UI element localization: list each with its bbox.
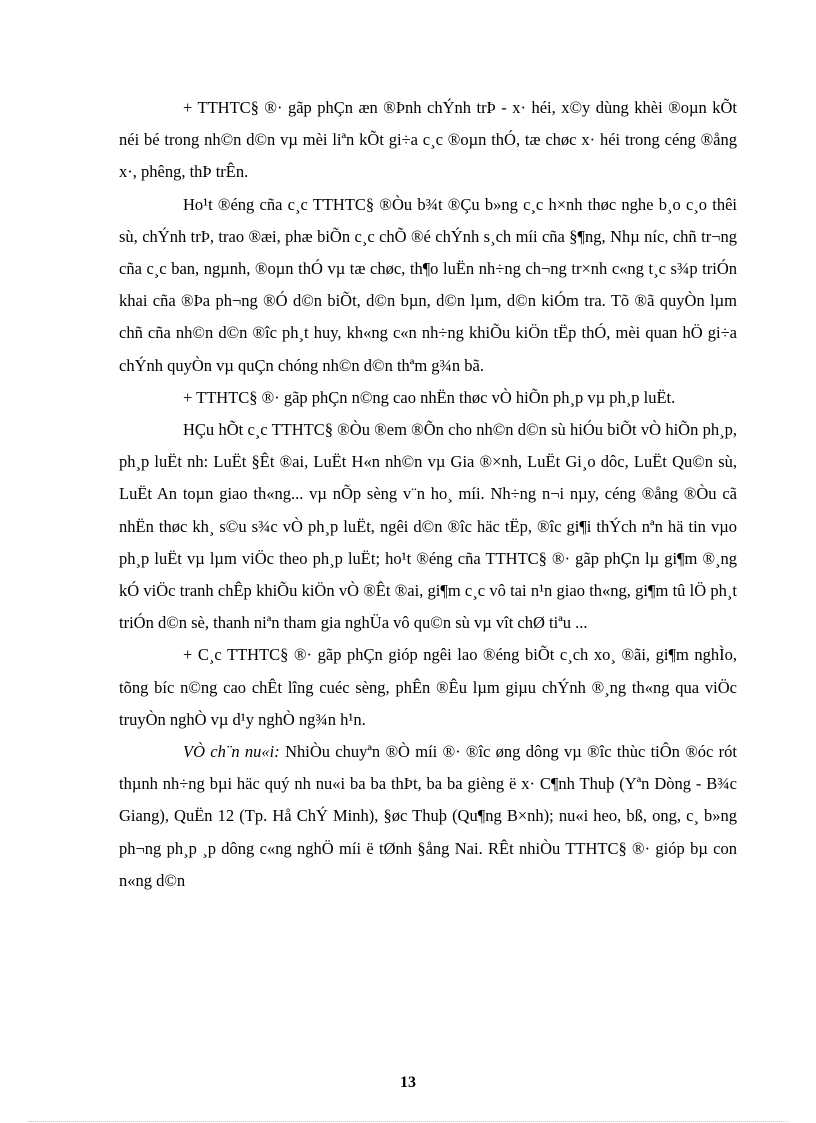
- paragraph-law-understanding: [119, 414, 737, 639]
- paragraph-text: + TTHTC§ ®· gãp phÇn n©ng cao nhËn thøc vÒ hiÕn ph¸p vµ ph¸p luËt.: [183, 387, 676, 407]
- page-number: 13: [400, 1074, 416, 1091]
- paragraph-activities: [119, 189, 737, 382]
- page-bottom-divider: [28, 1121, 788, 1122]
- paragraph-stability: [119, 92, 737, 189]
- paragraph-text: + C¸c TTHTC§ ®· gãp phÇn gióp ngêi lao ®éng biÕt c¸ch xo¸ ®ãi, gi¶m nghÌo, tõng bíc n©ng cao chÊt lîng cuéc sèng, phÊn ®Êu lµm giµu chÝnh ®¸ng th«ng qua viÖc truyÒn nghÒ vµ d¹y nghÒ ng¾n h¹n.: [119, 645, 737, 729]
- italic-lead-in: VÒ ch¨n nu«i:: [183, 742, 280, 762]
- paragraph-livestock: [119, 736, 737, 897]
- paragraph-text: NhiÒu chuyªn ®Ò míi ®· ®îc øng dông vµ ®îc thùc tiÔn ®óc rót thµnh nh÷ng bµi häc quý nh nu«i ba ba thÞt, ba ba gièng ë x· C¶nh Thuþ (Yªn Dòng - B¾c Giang), QuËn 12 (Tp. Hå ChÝ Minh), §øc Thuþ (Qu¶ng B×nh); nu«i heo, bß, ong, c¸ b»ng ph¬ng ph¸p ¸p dông c«ng nghÖ míi ë tØnh §ång Nai. RÊt nhiÒu TTHTC§ ®· gióp bµ con n«ng d©n: [119, 742, 737, 890]
- paragraph-text: Ho¹t ®éng cña c¸c TTHTC§ ®Òu b¾t ®Çu b»ng c¸c h×nh thøc nghe b¸o c¸o thêi sù, chÝnh trÞ, trao ®æi, phæ biÕn c¸c chÕ ®é chÝnh s¸ch míi cña §¶ng, Nhµ níc, chñ tr¬ng cña c¸c ban, ngµnh, ®oµn thÓ vµ tæ chøc, th¶o luËn nh÷ng ch¬ng tr×nh c«ng t¸c s¾p triÓn khai cña ®Þa ph¬ng ®Ó d©n biÕt, d©n bµn, d©n lµm, d©n kiÓm tra. Tõ ®ã quyÒn lµm chñ cña nh©n d©n ®îc ph¸t huy, kh«ng c«n nh÷ng khiÕu kiÖn tËp thÓ, mèi quan hÖ gi÷a chÝnh quyÒn vµ quÇn chóng nh©n d©n thªm g¾n bã.: [119, 194, 737, 375]
- paragraph-legal-awareness: [119, 382, 737, 414]
- paragraph-poverty-reduction: [119, 639, 737, 736]
- paragraph-text: HÇu hÕt c¸c TTHTC§ ®Òu ®em ®Õn cho nh©n d©n sù hiÓu biÕt vÒ hiÕn ph¸p, ph¸p luËt nh: LuËt §Êt ®ai, LuËt H«n nh©n vµ Gia ®×nh, LuËt Gi¸o dôc, LuËt Qu©n sù, LuËt An toµn giao th«ng... vµ nÕp sèng v¨n ho¸ míi. Nh÷ng n¬i nµy, céng ®ång ®Òu cã nhËn thøc kh¸ s©u s¾c vÒ ph¸p luËt, ngêi d©n ®îc häc tËp, ®îc gi¶i thÝch nªn hä tin vµo ph¸p luËt vµ lµm viÖc theo ph¸p luËt; ho¹t ®éng cña TTHTC§ ®· gãp phÇn lµ gi¶m ®¸ng kÓ viÖc tranh chÊp khiÕu kiÖn vÒ ®Êt ®ai, gi¶m c¸c vô tai n¹n giao th«ng, gi¶m tû lÖ ph¸t triÓn d©n sè, thanh niªn tham gia nghÜa vô qu©n sù vµ vît chØ tiªu ...: [119, 420, 737, 633]
- paragraph-text: + TTHTC§ ®· gãp phÇn æn ®Þnh chÝnh trÞ - x· héi, x©y dùng khèi ®oµn kÕt néi bé trong nh©n d©n vµ mèi liªn kÕt gi÷a c¸c ®oµn thÓ, tæ chøc x· héi trong céng ®ång x·, phêng, thÞ trÊn.: [119, 98, 737, 182]
- body-text: [119, 92, 737, 897]
